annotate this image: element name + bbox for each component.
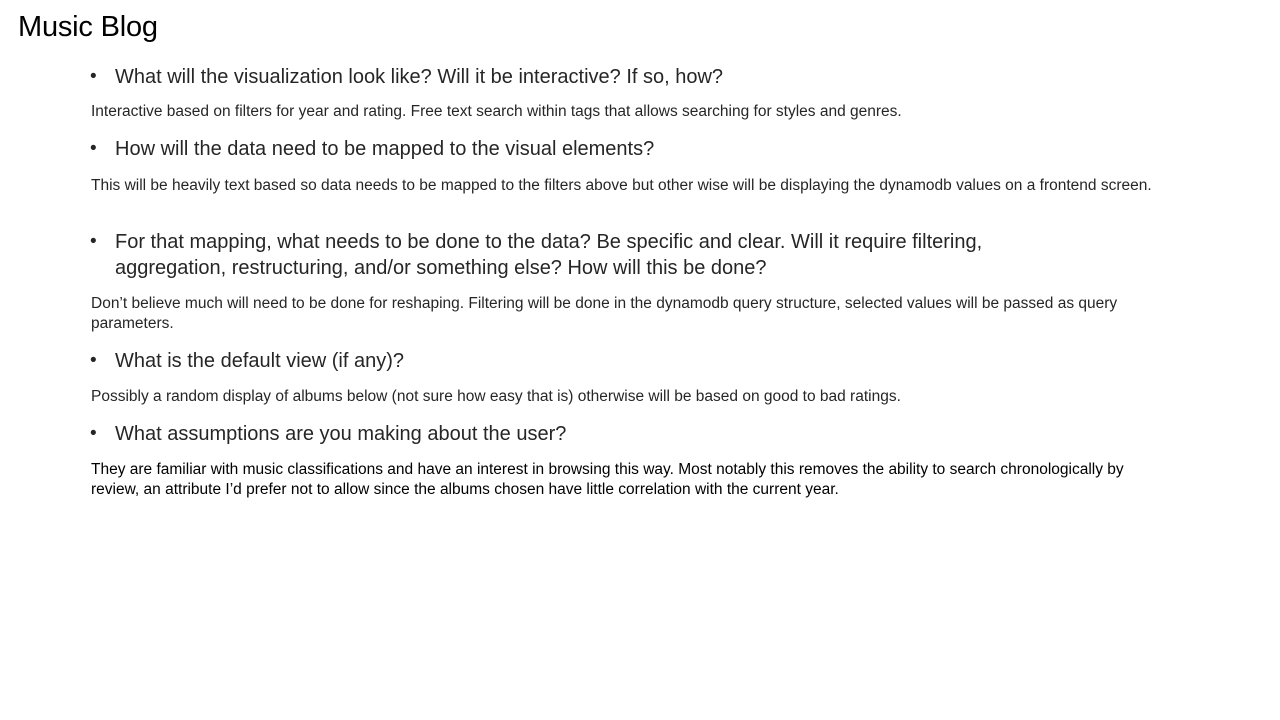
answer-2: This will be heavily text based so data needs to be mapped to the filters above but other wise will be displaying the dynamodb values on a frontend screen. — [91, 177, 1152, 194]
page-title: Music Blog — [18, 11, 158, 43]
question-4-text: What is the default view (if any)? — [115, 350, 405, 372]
question-1-text: What will the visualization look like? Will it be interactive? If so, how? — [115, 66, 724, 88]
bullet-icon: • — [90, 66, 97, 87]
answer-5: They are familiar with music classifications and have an interest in browsing this way. Most notably this removes the ability to search chronologically by review, an attribute I’d prefer not to allow since the albums chosen have little correlation with the current year. — [91, 461, 1124, 498]
answer-1: Interactive based on filters for year and rating. Free text search within tags that allows searching for styles and genres. — [91, 103, 902, 120]
bullet-icon: • — [90, 231, 97, 252]
bullet-icon: • — [90, 423, 97, 444]
bullet-icon: • — [90, 138, 97, 159]
question-5-text: What assumptions are you making about the user? — [115, 423, 567, 445]
question-3-text: For that mapping, what needs to be done to the data? Be specific and clear. Will it require filtering, aggregation, restructuring, and/or something else? How will this be done? — [115, 231, 983, 279]
answer-4: Possibly a random display of albums below (not sure how easy that is) otherwise will be based on good to bad ratings. — [91, 388, 901, 405]
question-2-text: How will the data need to be mapped to the visual elements? — [115, 138, 655, 160]
answer-3: Don’t believe much will need to be done for reshaping. Filtering will be done in the dynamodb query structure, selected values will be passed as query parameters. — [91, 295, 1118, 332]
bullet-icon: • — [90, 350, 97, 371]
